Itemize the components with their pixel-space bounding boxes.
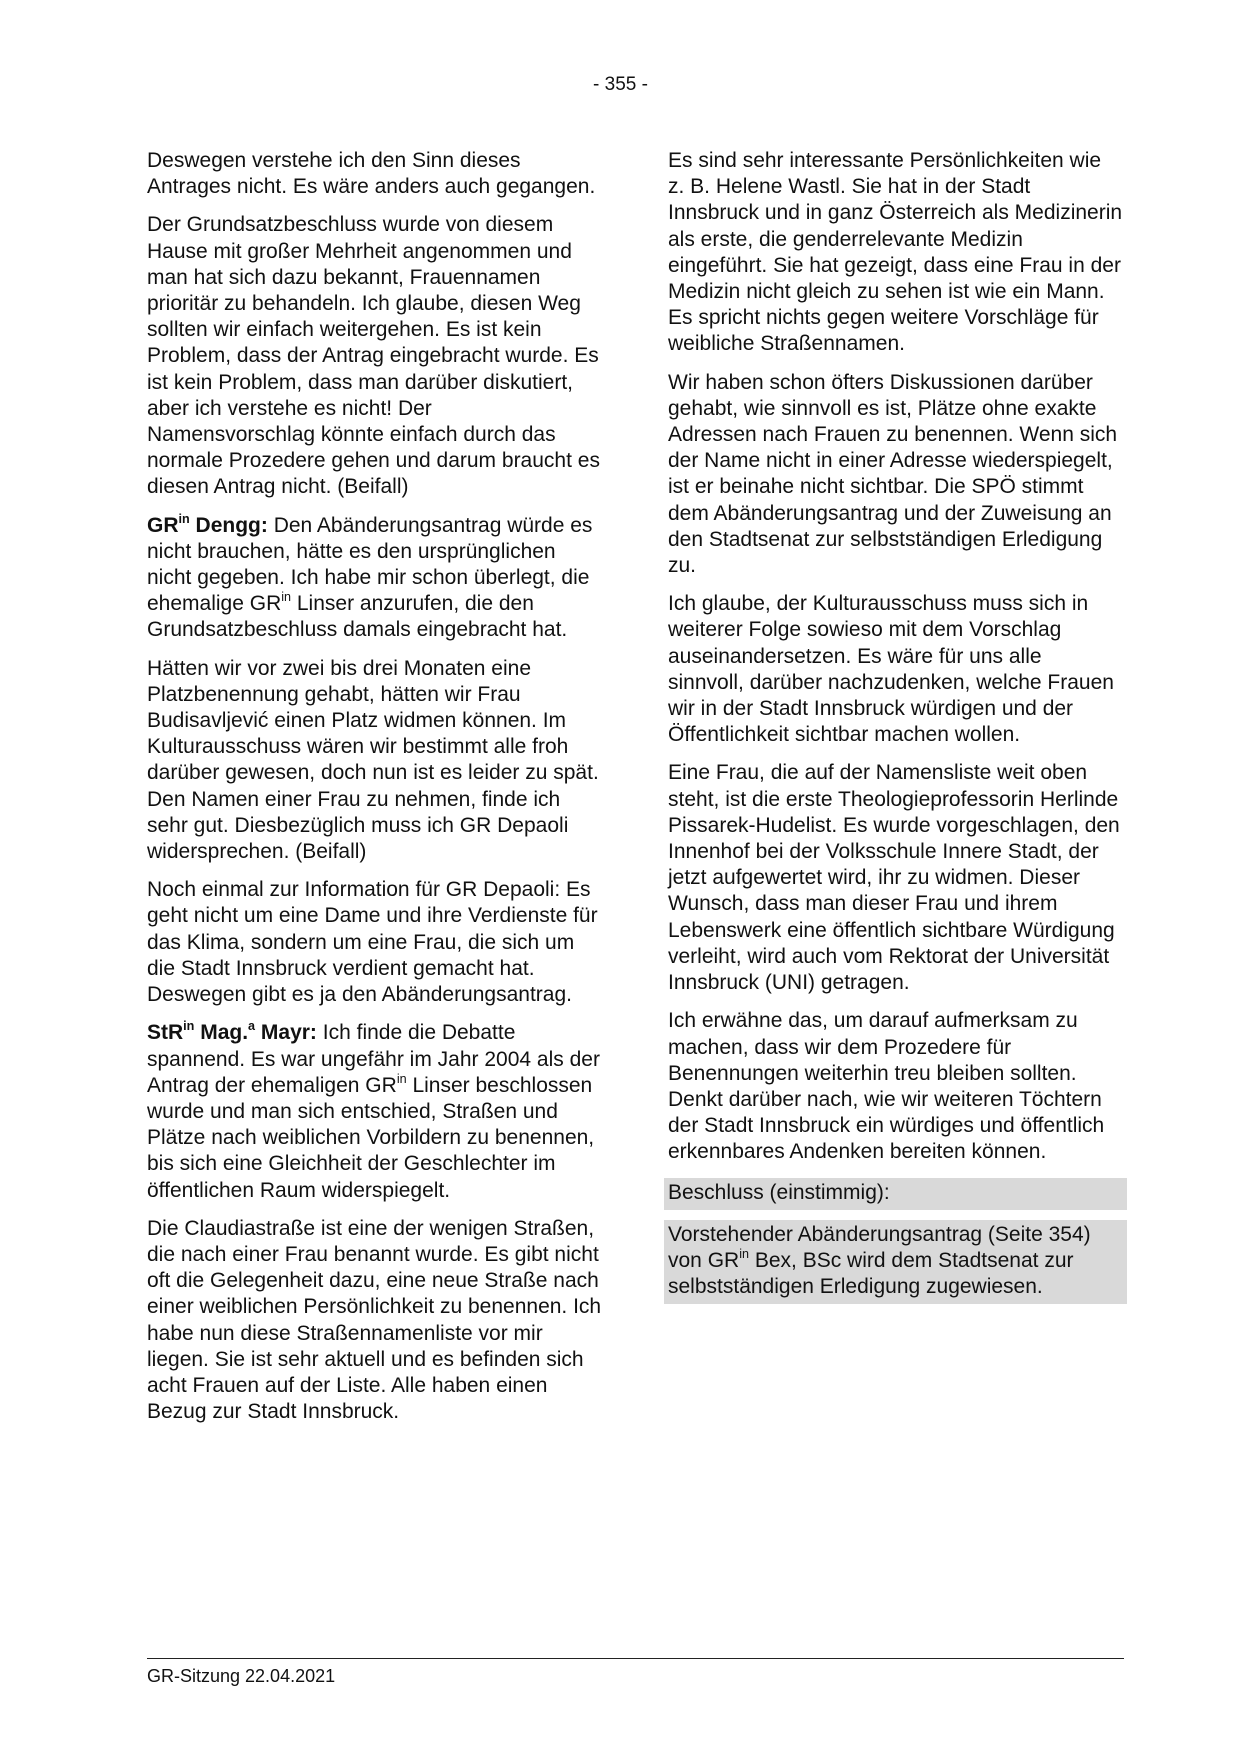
footer-divider	[147, 1658, 1124, 1659]
speaker-name: $GR^{in}$ Dengg:	[147, 511, 268, 537]
paragraph: Wir haben schon öfters Diskussionen darüber gehabt, wie sinnvoll es ist, Plätze ohne exakte Adressen nach Frauen zu benennen. Wenn sich der Name nicht in einer Adresse wiederspiegelt, ist er beinahe nicht sichtbar. Die SPÖ stimmt dem Abänderungsantrag und der Zuweisung an den Stadtsenat zur selbstständigen Erledigung zu.	[668, 370, 1118, 578]
paragraph: Hätten wir vor zwei bis drei Monaten eine Platzbenennung gehabt, hätten wir Frau Budisavljević einen Platz widmen können. Im Kulturausschuss wären wir bestimmt alle froh darüber gewesen, doch nun ist es leider zu spät. Den Namen einer Frau zu nehmen, finde ich sehr gut. Diesbezüglich muss ich GR Depaoli widersprechen. (Beifall)	[147, 656, 599, 864]
paragraph: Die Claudiastraße ist eine der wenigen Straßen, die nach einer Frau benannt wurde. Es gibt nicht oft die Gelegenheit dazu, eine neue Straße nach einer weiblichen Persönlichkeit zu benennen. Ich habe nun diese Straßennamenliste vor mir liegen. Sie ist sehr aktuell und es befinden sich acht Frauen auf der Liste. Alle haben einen Bezug zur Stadt Innsbruck.	[147, 1216, 602, 1424]
paragraph: Der Grundsatzbeschluss wurde von diesem Hause mit großer Mehrheit angenommen und man hat sich dazu bekannt, Frauennamen prioritär zu behandeln. Ich glaube, diesen Weg sollten wir einfach weitergehen. Es ist kein Problem, dass der Antrag eingebracht wurde. Es ist kein Problem, dass man darüber diskutiert, aber ich verstehe es nicht! Der Namensvorschlag könnte einfach durch das normale Prozedere gehen und darum braucht es diesen Antrag nicht. (Beifall)	[147, 213, 600, 499]
speaker-name: StR$^{in}$ Mag.$^a$ Mayr:	[147, 1019, 317, 1045]
left-column	[147, 148, 602, 1437]
speech-dengg: $GR^{in}$ Dengg: Den Abänderungsantrag würde es nicht brauchen, hätte es den ursprünglichen nicht gegeben. Ich habe mir schon überlegt, die ehemalige $GR^{in}$ Linser anzurufen, die den Grundsatzbeschluss damals eingebracht hat.	[147, 511, 593, 642]
paragraph: Deswegen verstehe ich den Sinn dieses Antrages nicht. Es wäre anders auch gegangen.	[147, 149, 596, 199]
paragraph: Ich glaube, der Kulturausschuss muss sich in weiterer Folge sowieso mit dem Vorschlag auseinandersetzen. Es wäre für uns alle sinnvoll, darüber nachzudenken, welche Frauen wir in der Stadt Innsbruck würdigen und der Öffentlichkeit sichtbar machen wollen.	[668, 592, 1114, 747]
resolution-heading: Beschluss (einstimmig):	[664, 1178, 1127, 1210]
paragraph: Ich erwähne das, um darauf aufmerksam zu machen, dass wir dem Prozedere für Benennungen weiterhin treu bleiben sollten. Denkt darüber nach, wie wir weiteren Töchtern der Stadt Innsbruck ein würdiges und öffentlich erkennbares Andenken bereiten können.	[668, 1009, 1105, 1164]
paragraph: Es sind sehr interessante Persönlichkeiten wie z. B. Helene Wastl. Sie hat in der Stadt Innsbruck und in ganz Österreich als Medizinerin als erste, die genderrelevante Medizin eingeführt. Sie hat gezeigt, dass eine Frau in der Medizin nicht gleich zu sehen ist wie ein Mann. Es spricht nichts gegen weitere Vorschläge für weibliche Straßennamen.	[668, 149, 1123, 356]
resolution-text: Vorstehender Abänderungsantrag (Seite 354) von $GR^{in}$ Bex, BSc wird dem Stadtsenat zur selbstständigen Erledigung zugewiesen.	[664, 1220, 1127, 1305]
speech-mayr: StR$^{in}$ Mag.$^a$ Mayr: Ich finde die Debatte spannend. Es war ungefähr im Jahr 2004 als der Antrag der ehemaligen $GR^{in}$ Linser beschlossen wurde und man sich entschied, Straßen und Plätze nach weiblichen Vorbildern zu benennen, bis sich eine Gleichheit der Geschlechter im öffentlichen Raum widerspiegelt.	[147, 1019, 600, 1202]
footer-session-date: GR-Sitzung 22.04.2021	[147, 1666, 336, 1686]
paragraph: Noch einmal zur Information für GR Depaoli: Es geht nicht um eine Dame und ihre Verdienste für das Klima, sondern um eine Frau, die sich um die Stadt Innsbruck verdient gemacht hat. Deswegen gibt es ja den Abänderungsantrag.	[147, 878, 598, 1007]
right-column	[668, 148, 1123, 1304]
page-number: - 355 -	[593, 74, 648, 95]
paragraph: Eine Frau, die auf der Namensliste weit oben steht, ist die erste Theologieprofessorin Herlinde Pissarek-Hudelist. Es wurde vorgeschlagen, den Innenhof bei der Volksschule Innere Stadt, der jetzt aufgewertet wird, ihr zu widmen. Dieser Wunsch, dass man dieser Frau und ihrem Lebenswerk eine öffentlich sichtbare Würdigung verleiht, wird auch vom Rektorat der Universität Innsbruck (UNI) getragen.	[668, 761, 1120, 995]
